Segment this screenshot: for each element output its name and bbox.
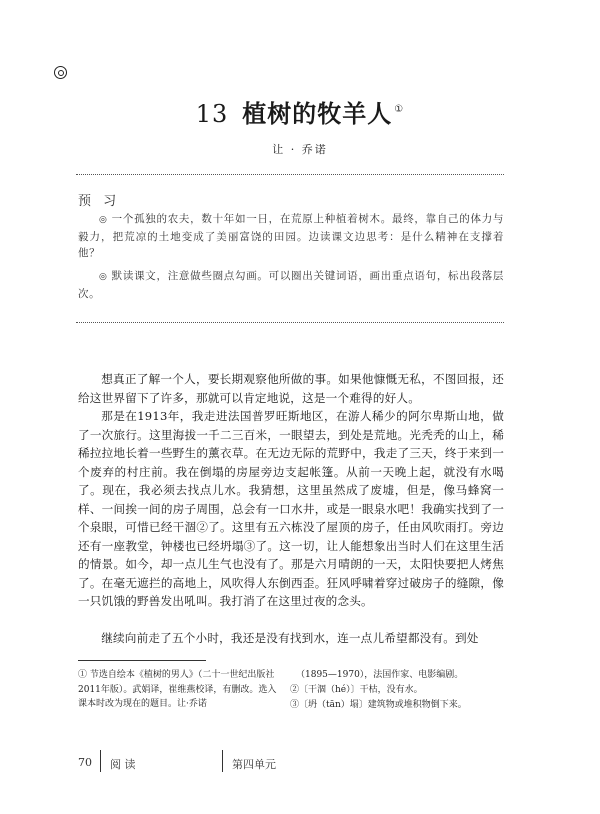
footer-section: 阅 读 — [110, 758, 136, 771]
title-footnote-mark: ① — [394, 104, 405, 115]
preview-item-1-text: 一个孤独的农夫，数十年如一日，在荒原上种植着树木。最终，靠自己的体力与毅力，把荒凉的土地变成了美丽富饶的田园。边读课文边思考：是什么精神在支撑着他？ — [78, 213, 505, 259]
page-number: 70 — [78, 756, 92, 769]
preview-heading: 预 习 — [78, 194, 121, 209]
lesson-title-text: 植树的牧羊人 — [242, 100, 393, 128]
preview-item-2 — [78, 268, 504, 302]
preview-bullet-icon: ◎ — [99, 272, 108, 282]
footnote-rule — [78, 660, 206, 661]
footnote-3: ③〔坍（tān）塌〕建筑物或堆积物倒下来。 — [290, 700, 467, 710]
body-paragraph-2: 那是在1913年，我走进法国普罗旺斯地区，在游人稀少的阿尔卑斯山地，做了一次旅行。这里海拔一千二三百米，一眼望去，到处是荒地。光秃秃的山上，稀稀拉拉地长着一些野生的薰衣草。在无边无际的荒野中，我走了三天，终于来到一个废弃的村庄前。我在倒塌的房屋旁边支起帐篷。从前一天晚上起，就没有水喝了。现在，我必须去找点儿水。我猜想，这里虽然成了废墟，但是，像马蜂窝一样、一间挨一间的房子周围，总会有一口水井，或是一眼泉水吧！我确实找到了一个泉眼，可惜已经干涸②了。这里有五六栋没了屋顶的房子，任由风吹雨打。旁边还有一座教堂，钟楼也已经坍塌③了。这一切，让人能想象出当时人们在这里生活的情景。如今，却一点儿生气也没有了。那是六月晴朗的一天，太阳快要把人烤焦了。在毫无遮拦的高地上，风吹得人东倒西歪。狂风呼啸着穿过破房子的缝隙，像一只饥饿的野兽发出吼叫。我打消了在这里过夜的念头。 — [78, 409, 504, 608]
body-paragraph-1: 想真正了解一个人，要长期观察他所做的事。如果他慷慨无私，不图回报，还给这世界留下了许多，那就可以肯定地说，这是一个难得的好人。 — [78, 372, 504, 405]
lesson-number: 13 — [195, 100, 229, 128]
footnote-1-continued: （1895—1970），法国作家、电影编剧。 — [296, 670, 464, 680]
footer-divider — [100, 750, 101, 772]
circle-mark-icon — [54, 66, 67, 79]
footnote-1: ① 节选自绘本《植树的男人》（二十一世纪出版社2011年版）。武娟译，崔维燕校译，有删改。选入课本时改为现在的题目。让·乔诺 — [78, 670, 277, 709]
preview-item-1 — [78, 211, 504, 262]
preview-bottom-divider — [76, 322, 504, 323]
footer-divider — [222, 750, 223, 772]
preview-bullet-icon: ◎ — [99, 215, 108, 225]
author-name: 让 · 乔诺 — [272, 143, 328, 156]
body-paragraph-3: 继续向前走了五个小时，我还是没有找到水，连一点儿希望都没有。到处 — [101, 631, 479, 645]
preview-top-divider — [76, 174, 504, 175]
footer-unit: 第四单元 — [232, 758, 276, 771]
preview-item-2-text: 默读课文，注意做些圈点勾画。可以圈出关键词语，画出重点语句，标出段落层次。 — [78, 270, 505, 300]
lesson-title — [0, 94, 600, 129]
footnote-2: ②〔干涸（hé）〕干枯，没有水。 — [290, 685, 423, 695]
